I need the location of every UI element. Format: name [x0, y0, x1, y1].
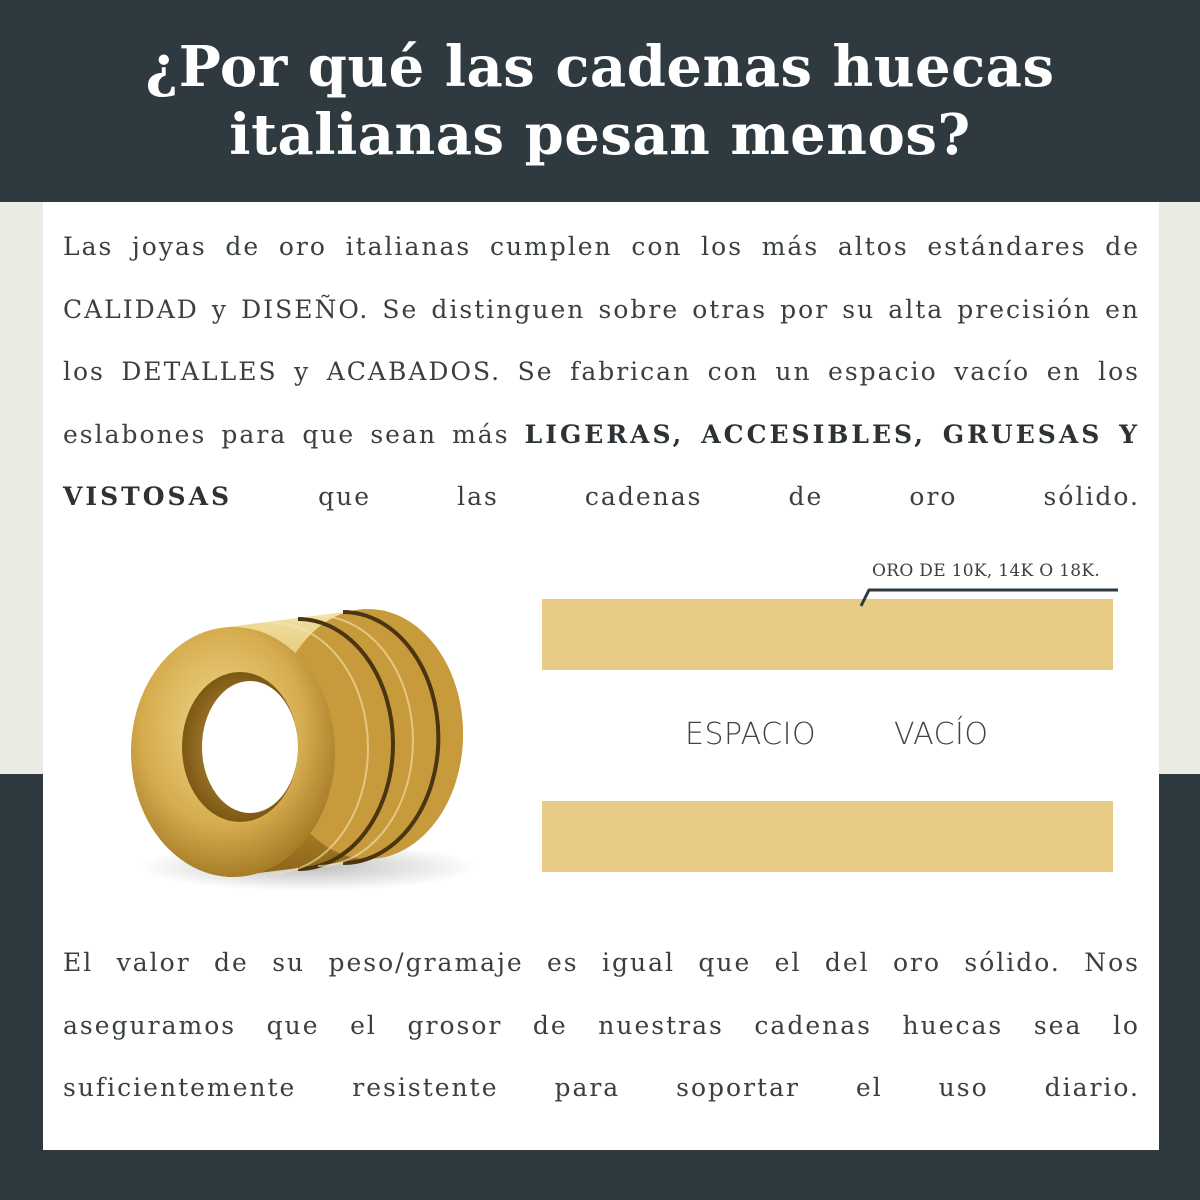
intro-text-part2: que las cadenas de oro sólido.	[232, 482, 1140, 511]
header-banner	[0, 0, 1200, 202]
intro-emphasis: LIGERAS, ACCESIBLES, GRUESAS Y VISTOSAS	[63, 419, 1140, 511]
empty-space-word-2: VACÍO	[894, 717, 989, 752]
gold-coil-image	[118, 597, 473, 897]
closing-paragraph: El valor de su peso/gramaje es igual que el del oro sólido. Nos aseguramos que el grosor de nuestras cadenas huecas sea lo suficientemente resistente para soportar el uso diario.	[63, 948, 1140, 1102]
content-card	[43, 202, 1159, 1150]
intro-text-part1: Las joyas de oro italianas cumplen con los más altos estándares de CALIDAD y DISEÑO. Se distinguen sobre otras por su alta precisión en los DETALLES y ACABADOS. Se fabrican con un espacio vacío en los eslabones para que sean más	[63, 232, 1140, 449]
page-title: ¿Por qué las cadenas huecas italianas pesan menos?	[145, 34, 1055, 168]
label-leader-line	[853, 582, 1123, 612]
gold-layer-bottom	[542, 801, 1113, 872]
empty-space-word-1: ESPACIO	[685, 717, 817, 752]
intro-paragraph	[63, 216, 1140, 529]
gold-layer-label: ORO DE 10K, 14K O 18K.	[872, 561, 1101, 581]
